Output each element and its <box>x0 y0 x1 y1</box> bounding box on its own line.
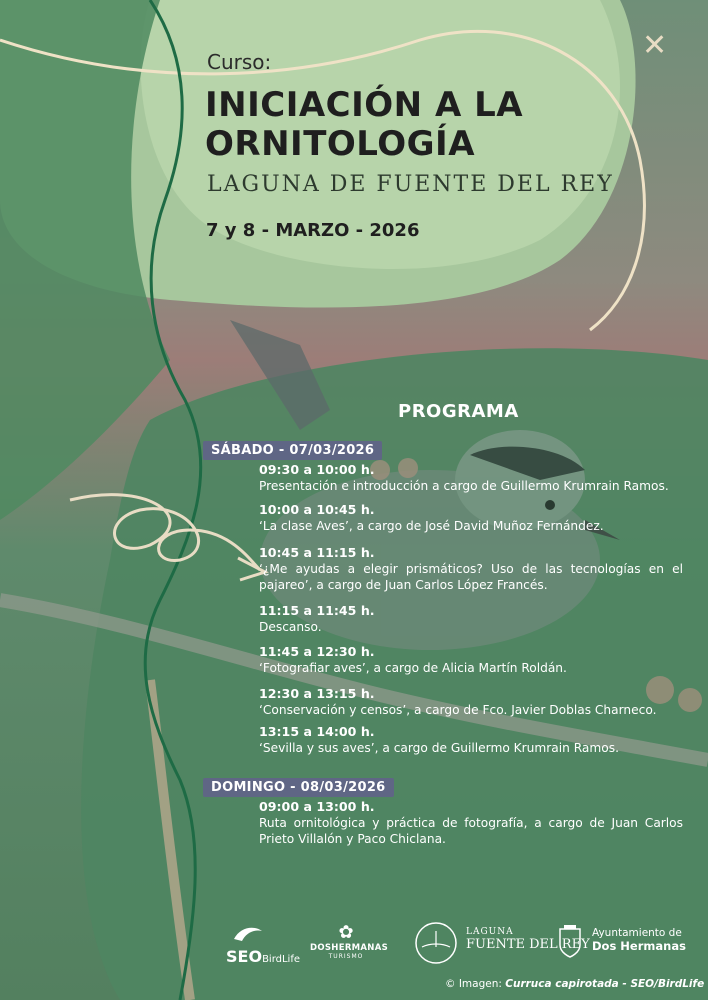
schedule-slot <box>259 462 683 494</box>
slot-description: Presentación e introducción a cargo de Guillermo Krumrain Ramos. <box>259 479 669 493</box>
ayuntamiento-line2: Dos Hermanas <box>592 939 686 953</box>
schedule-slot <box>259 686 683 718</box>
slot-description: ‘¿Me ayudas a elegir prismáticos? Uso de las tecnologías en el pajareo’, a cargo de Juan Carlos López Francés. <box>259 562 683 592</box>
laguna-circle-icon <box>414 921 458 965</box>
schedule-slot <box>259 545 683 593</box>
turismo-logo-sub: TURISMO <box>328 953 364 960</box>
title-line-1: INICIACIÓN A LA <box>205 85 524 125</box>
seo-logo-main: SEO <box>226 947 263 966</box>
location-subtitle: LAGUNA DE FUENTE DEL REY <box>207 172 614 197</box>
flower-icon: ✿ <box>338 922 354 943</box>
schedule-slot <box>259 724 683 756</box>
sponsor-logos <box>0 905 708 985</box>
turismo-logo-main: DOSHERMANAS <box>310 943 389 953</box>
credit-suffix: - SEO/BirdLife <box>618 978 705 990</box>
slot-time: 13:15 a 14:00 h. <box>259 724 375 739</box>
slot-time: 09:00 a 13:00 h. <box>259 799 375 814</box>
seo-logo-sub: BirdLife <box>262 954 301 965</box>
slot-description: ‘Fotografiar aves’, a cargo de Alicia Martín Roldán. <box>259 661 567 675</box>
slot-description: Ruta ornitológica y práctica de fotografía, a cargo de Juan Carlos Prieto Villalón y Paco Chiclana. <box>259 816 683 846</box>
slot-time: 12:30 a 13:15 h. <box>259 686 375 701</box>
programa-heading: PROGRAMA <box>398 401 519 422</box>
title-line-2: ORNITOLOGÍA <box>205 124 476 164</box>
dos-hermanas-turismo-logo[interactable] <box>310 922 389 960</box>
slot-time: 09:30 a 10:00 h. <box>259 462 375 477</box>
image-credit <box>445 978 704 990</box>
schedule-slot <box>259 644 683 676</box>
laguna-logo-line1: LAGUNA <box>466 927 514 937</box>
slot-description: ‘Conservación y censos’, a cargo de Fco. Javier Doblas Charneco. <box>259 703 657 717</box>
slot-time: 11:15 a 11:45 h. <box>259 603 375 618</box>
slot-time: 11:45 a 12:30 h. <box>259 644 375 659</box>
credit-species: Curruca capirotada <box>505 978 619 990</box>
coat-of-arms-icon <box>556 923 584 959</box>
laguna-logo-line2: FUENTE DEL REY <box>466 937 590 952</box>
bird-logo-icon <box>226 923 266 945</box>
schedule-slot <box>259 502 683 534</box>
slot-description: ‘La clase Aves’, a cargo de José David Muñoz Fernández. <box>259 519 604 533</box>
sunday-badge: DOMINGO - 08/03/2026 <box>203 778 394 797</box>
credit-prefix: © Imagen: <box>445 978 506 990</box>
ayuntamiento-line1: Ayuntamiento de <box>592 927 682 939</box>
page-title <box>205 86 523 164</box>
seo-birdlife-logo[interactable] <box>226 923 300 968</box>
close-icon[interactable]: ✕ <box>642 28 668 63</box>
slot-description: Descanso. <box>259 620 322 634</box>
saturday-badge: SÁBADO - 07/03/2026 <box>203 441 382 460</box>
course-label: Curso: <box>207 50 272 74</box>
slot-description: ‘Sevilla y sus aves’, a cargo de Guillermo Krumrain Ramos. <box>259 741 619 755</box>
event-dates: 7 y 8 - MARZO - 2026 <box>206 220 420 241</box>
slot-time: 10:45 a 11:15 h. <box>259 545 375 560</box>
schedule-slot <box>259 603 683 635</box>
schedule-slot <box>259 799 683 847</box>
slot-time: 10:00 a 10:45 h. <box>259 502 375 517</box>
